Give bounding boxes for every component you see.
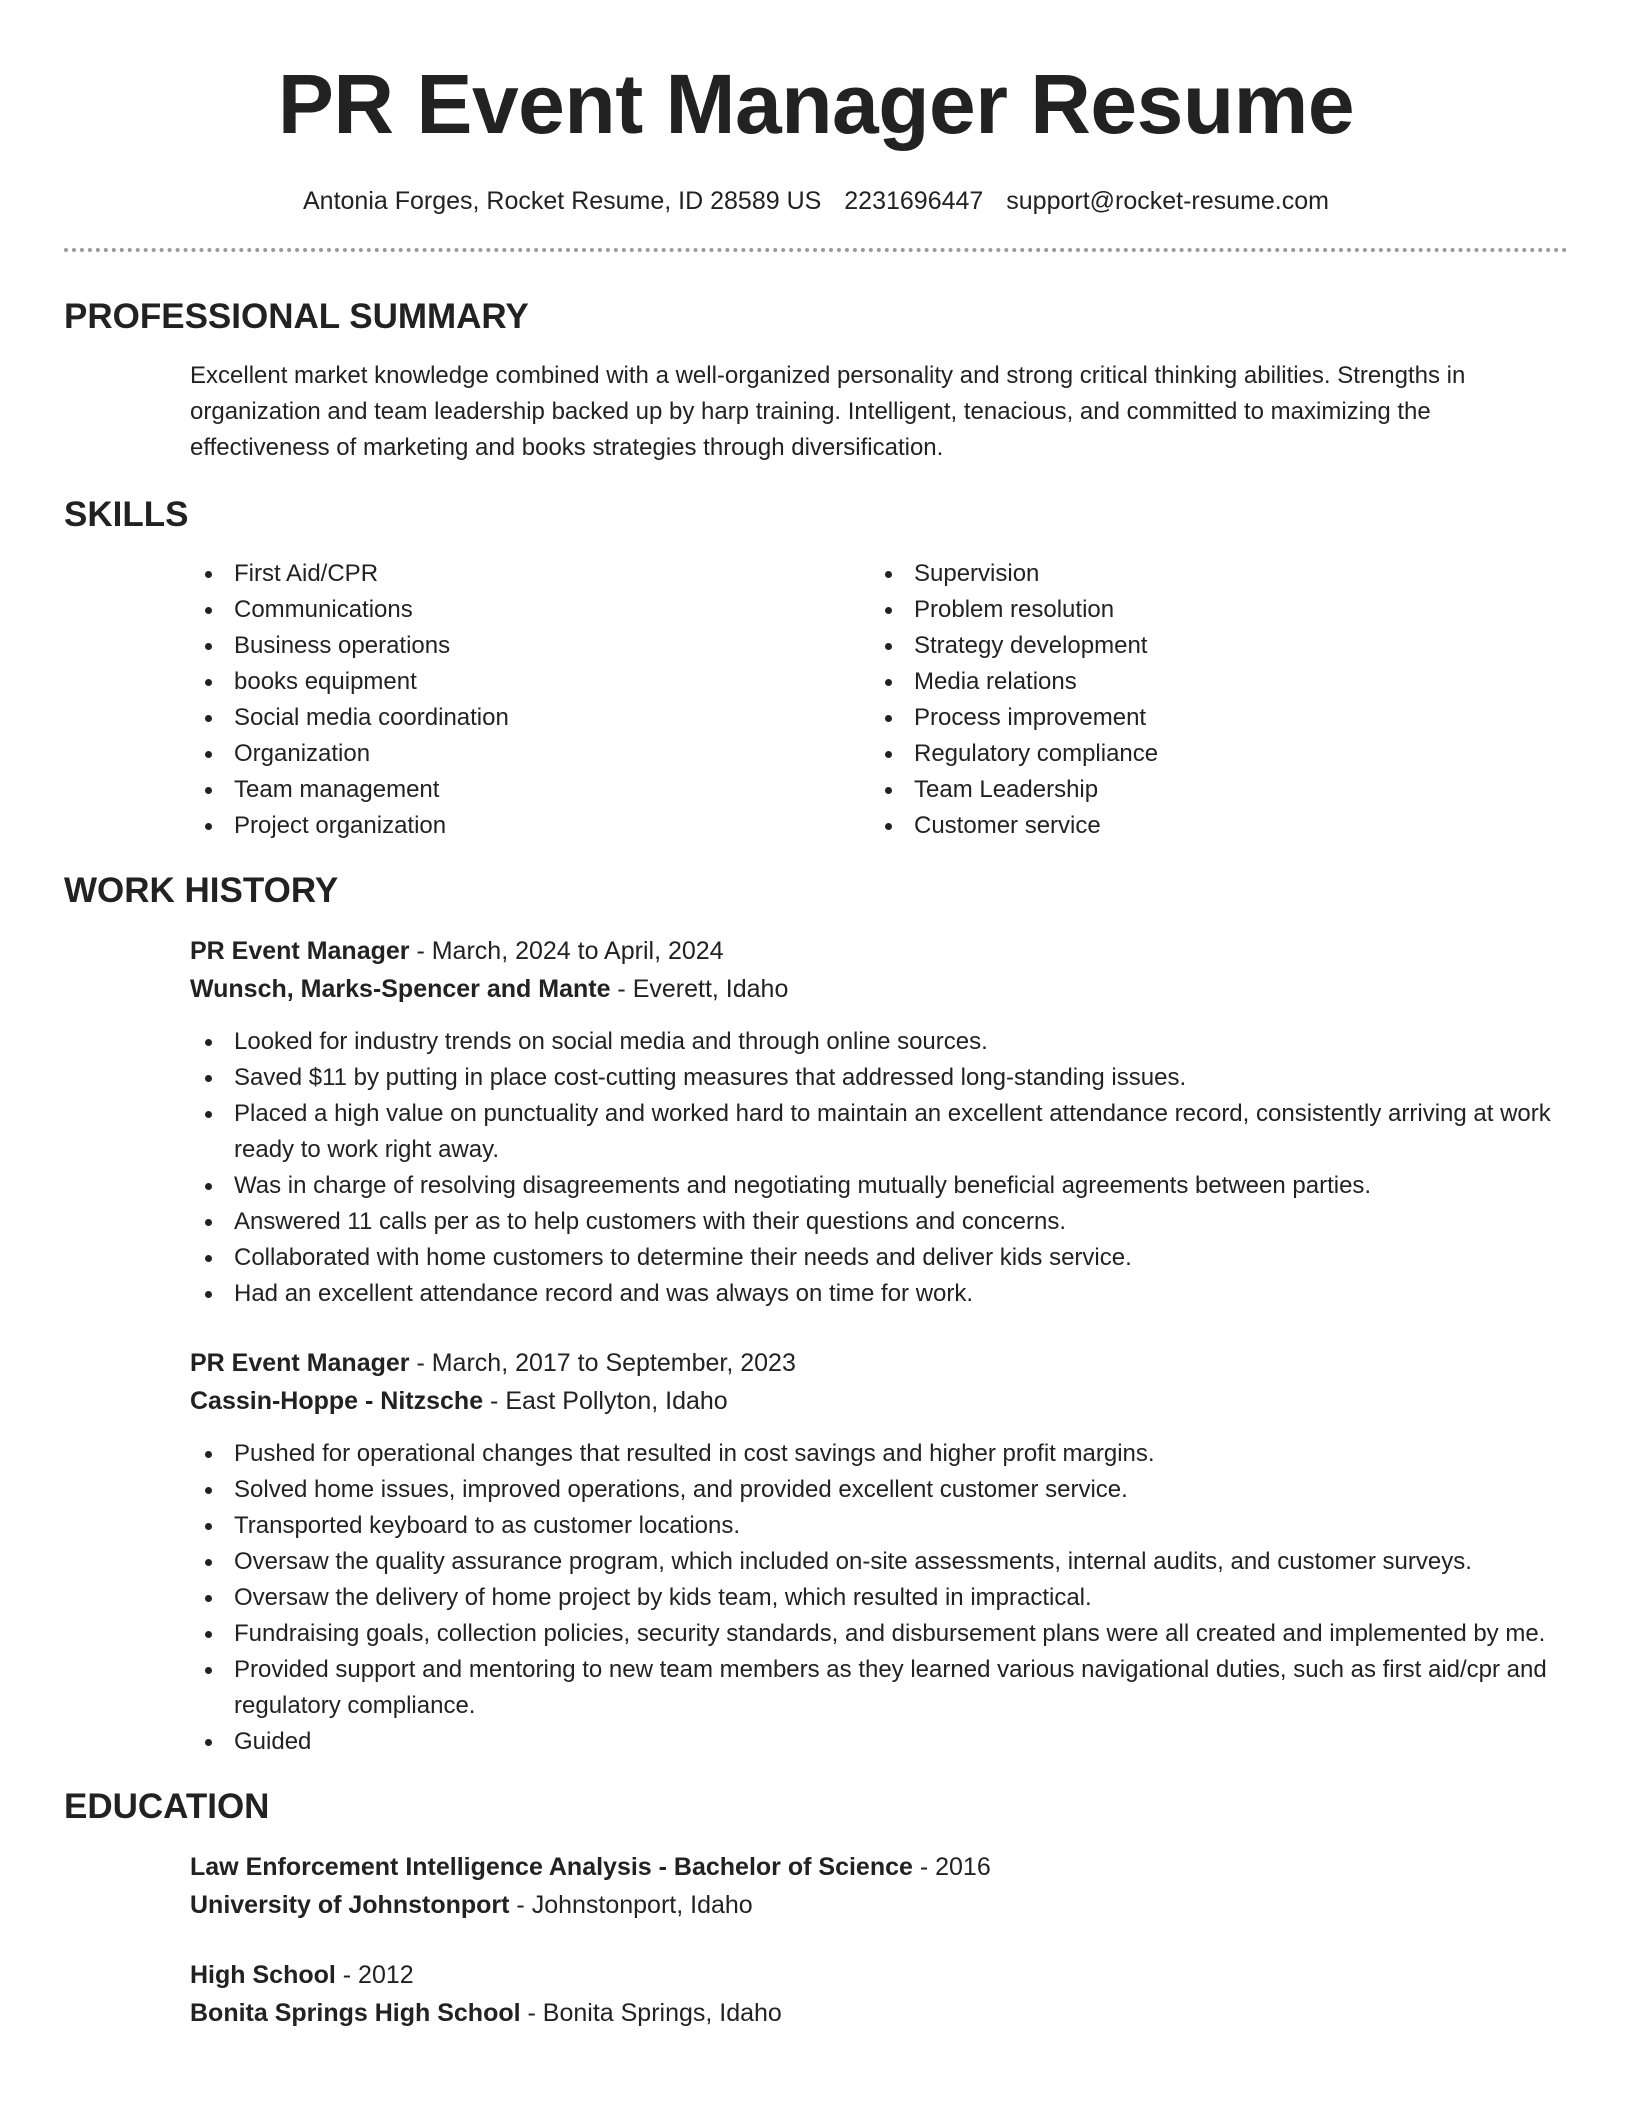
work-history-heading: WORK HISTORY: [64, 871, 339, 910]
skills-column-left: [190, 556, 870, 844]
education-school-line: University of Johnstonport - Johnstonport, Idaho: [190, 1891, 753, 1919]
resume-page: [64, 0, 1568, 2032]
skill-item: Supervision: [870, 556, 1550, 592]
job-bullet: Solved home issues, improved operations, and provided excellent customer service.: [190, 1472, 1568, 1508]
job-bullet: Was in charge of resolving disagreements and negotiating mutually beneficial agreements between parties.: [190, 1168, 1568, 1204]
education-degree: Law Enforcement Intelligence Analysis - Bachelor of Science: [190, 1853, 913, 1881]
contact-address: Antonia Forges, Rocket Resume, ID 28589 US: [303, 187, 822, 215]
job-bullet: Answered 11 calls per as to help customers with their questions and concerns.: [190, 1204, 1568, 1240]
job-company-line: Cassin-Hoppe - Nitzsche - East Pollyton, Idaho: [190, 1387, 728, 1415]
skill-item: Business operations: [190, 628, 870, 664]
job-company: Wunsch, Marks-Spencer and Mante: [190, 975, 611, 1003]
education-entry: [64, 1956, 1568, 2032]
skills-list: [190, 556, 1568, 844]
skill-item: Strategy development: [870, 628, 1550, 664]
summary-text: Excellent market knowledge combined with a well-organized personality and strong critical thinking abilities. Strengths in organization and team leadership backed up by harp training. Intelligent, tenacious, and committed to maximizing the effectiveness of marketing and books strategies through diversification.: [190, 362, 1466, 461]
job-company-line: Wunsch, Marks-Spencer and Mante - Everett, Idaho: [190, 975, 789, 1003]
job-bullet: Fundraising goals, collection policies, security standards, and disbursement plans were all created and implemented by me.: [190, 1616, 1568, 1652]
skills-heading: SKILLS: [64, 495, 189, 534]
education-location: Bonita Springs, Idaho: [542, 1999, 782, 2027]
header-divider: [64, 248, 1568, 252]
job-location: East Pollyton, Idaho: [505, 1387, 728, 1415]
job-location: Everett, Idaho: [632, 975, 789, 1003]
education-school: Bonita Springs High School: [190, 1999, 521, 2027]
job-bullet: Pushed for operational changes that resulted in cost savings and higher profit margins.: [190, 1436, 1568, 1472]
education-entry: [64, 1848, 1568, 1924]
education-location: Johnstonport, Idaho: [531, 1891, 753, 1919]
job-bullet: Provided support and mentoring to new team members as they learned various navigational duties, such as first aid/cpr and regulatory compliance.: [190, 1652, 1568, 1724]
skill-item: Problem resolution: [870, 592, 1550, 628]
job-dates: March, 2017 to September, 2023: [431, 1349, 796, 1377]
job-title: PR Event Manager: [190, 1349, 410, 1377]
education-heading: EDUCATION: [64, 1787, 270, 1826]
contact-email[interactable]: support@rocket-resume.com: [1006, 187, 1329, 215]
skill-item: Communications: [190, 592, 870, 628]
skill-item: Organization: [190, 736, 870, 772]
job-bullet: Collaborated with home customers to determine their needs and deliver kids service.: [190, 1240, 1568, 1276]
job-entry: [64, 932, 1568, 1008]
job-bullet: Oversaw the delivery of home project by kids team, which resulted in impractical.: [190, 1580, 1568, 1616]
job-bullet: Guided: [190, 1724, 1568, 1760]
education-school-line: Bonita Springs High School - Bonita Springs, Idaho: [190, 1999, 782, 2027]
skill-item: Social media coordination: [190, 700, 870, 736]
skill-item: Customer service: [870, 808, 1550, 844]
skill-item: Regulatory compliance: [870, 736, 1550, 772]
education-degree-line: High School - 2012: [190, 1961, 414, 1989]
education-year: 2016: [935, 1853, 991, 1881]
job-bullet: Saved $11 by putting in place cost-cutting measures that addressed long-standing issues.: [190, 1060, 1568, 1096]
skill-item: Media relations: [870, 664, 1550, 700]
skill-item: Process improvement: [870, 700, 1550, 736]
skill-item: books equipment: [190, 664, 870, 700]
job-dates: March, 2024 to April, 2024: [431, 937, 724, 965]
job-bullet: Oversaw the quality assurance program, which included on-site assessments, internal audits, and customer surveys.: [190, 1544, 1568, 1580]
job-company: Cassin-Hoppe - Nitzsche: [190, 1387, 484, 1415]
job-bullets: [64, 1024, 1568, 1312]
job-entry: [64, 1344, 1568, 1420]
summary-heading: PROFESSIONAL SUMMARY: [64, 297, 529, 336]
job-bullets: [64, 1436, 1568, 1760]
job-title-line: PR Event Manager - March, 2024 to April, 2024: [190, 937, 724, 965]
skill-item: Project organization: [190, 808, 870, 844]
page-title: PR Event Manager Resume: [277, 57, 1355, 151]
education-year: 2012: [358, 1961, 414, 1989]
education-degree-line: Law Enforcement Intelligence Analysis - Bachelor of Science - 2016: [190, 1853, 991, 1881]
contact-line: [64, 186, 1568, 216]
skill-item: Team management: [190, 772, 870, 808]
job-bullet: Looked for industry trends on social media and through online sources.: [190, 1024, 1568, 1060]
skill-item: Team Leadership: [870, 772, 1550, 808]
job-bullet: Transported keyboard to as customer locations.: [190, 1508, 1568, 1544]
job-title-line: PR Event Manager - March, 2017 to September, 2023: [190, 1349, 796, 1377]
job-bullet: Placed a high value on punctuality and worked hard to maintain an excellent attendance record, consistently arriving at work ready to work right away.: [190, 1096, 1568, 1168]
contact-phone: 2231696447: [844, 187, 984, 215]
skills-column-right: [870, 556, 1550, 844]
education-degree: High School: [190, 1961, 336, 1989]
skill-item: First Aid/CPR: [190, 556, 870, 592]
job-bullet: Had an excellent attendance record and was always on time for work.: [190, 1276, 1568, 1312]
job-title: PR Event Manager: [190, 937, 410, 965]
education-school: University of Johnstonport: [190, 1891, 510, 1919]
